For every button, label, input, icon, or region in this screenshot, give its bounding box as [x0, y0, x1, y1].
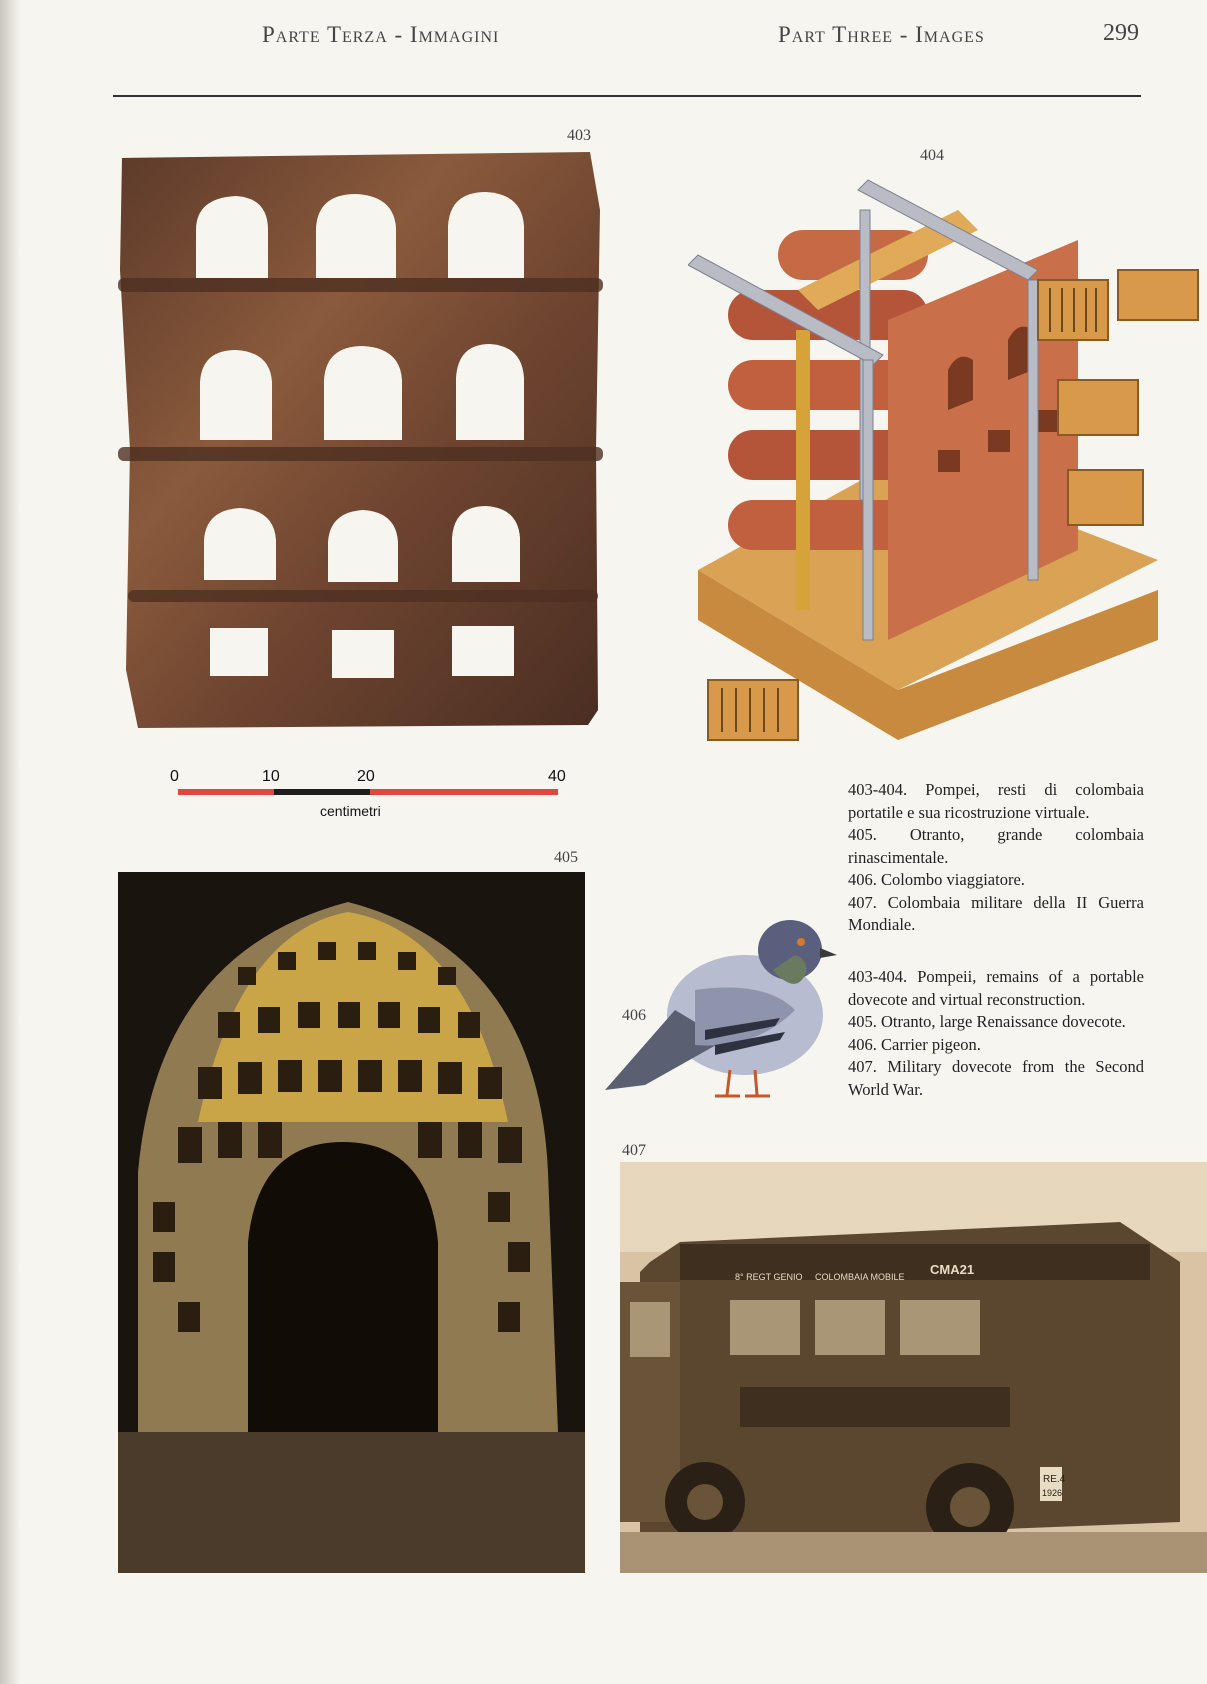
- header-rule: [113, 95, 1141, 97]
- caption-en-403-404: 403-404. Pompeii, remains of a portable dovecote and virtual reconstruction.: [848, 967, 1144, 1009]
- page-number: 299: [1103, 20, 1139, 46]
- caption-en-407: 407. Military dovecote from the Second World War.: [848, 1057, 1144, 1099]
- dovecote-reconstruction-illustration: [688, 170, 1207, 810]
- scale-segment-red-1: [178, 789, 274, 795]
- scale-tick-20: 20: [357, 768, 375, 785]
- caption-it-407: 407. Colombaia militare della II Guerra Mondiale.: [848, 892, 1144, 934]
- scale-unit-label: centimetri: [320, 803, 381, 819]
- running-head-right: Part Three - Images: [778, 22, 985, 47]
- truck-marking-middle: COLOMBAIA MOBILE: [815, 1272, 905, 1282]
- figure-number-406: 406: [622, 1007, 646, 1024]
- truck-plate-bottom: 1926: [1042, 1488, 1063, 1498]
- figure-number-403: 403: [567, 127, 591, 144]
- figure-number-407: 407: [622, 1142, 646, 1159]
- captions-italian: [848, 779, 1144, 937]
- running-head-left: Parte Terza - Immagini: [262, 22, 500, 47]
- military-truck-photo: [620, 1162, 1207, 1573]
- clay-dovecote-photo: [118, 150, 603, 730]
- scale-tick-0: 0: [170, 768, 179, 785]
- figure-number-405: 405: [554, 849, 578, 866]
- caption-it-405: 405. Otranto, grande colombaia rinascimentale.: [848, 825, 1144, 867]
- renaissance-dovecote-photo: [118, 872, 585, 1573]
- truck-marking-right: CMA21: [930, 1262, 975, 1277]
- scale-tick-40: 40: [548, 768, 566, 785]
- scale-segment-red-2: [370, 789, 558, 795]
- scale-tick-10: 10: [262, 768, 280, 785]
- scale-bar: [170, 768, 570, 828]
- truck-marking-left: 8° REGT GENIO: [735, 1272, 803, 1282]
- caption-en-405: 405. Otranto, large Renaissance dovecote.: [848, 1012, 1126, 1031]
- pigeon-illustration: [605, 900, 845, 1105]
- captions-english: [848, 966, 1144, 1101]
- caption-it-403-404: 403-404. Pompei, resti di colombaia portatile e sua ricostruzione virtuale.: [848, 780, 1144, 822]
- scale-segment-black: [274, 789, 370, 795]
- figure-number-404: 404: [920, 147, 944, 164]
- caption-it-406: 406. Colombo viaggiatore.: [848, 870, 1025, 889]
- page-gutter: [0, 0, 20, 1684]
- caption-en-406: 406. Carrier pigeon.: [848, 1034, 981, 1054]
- truck-plate-top: RE.4: [1043, 1474, 1066, 1485]
